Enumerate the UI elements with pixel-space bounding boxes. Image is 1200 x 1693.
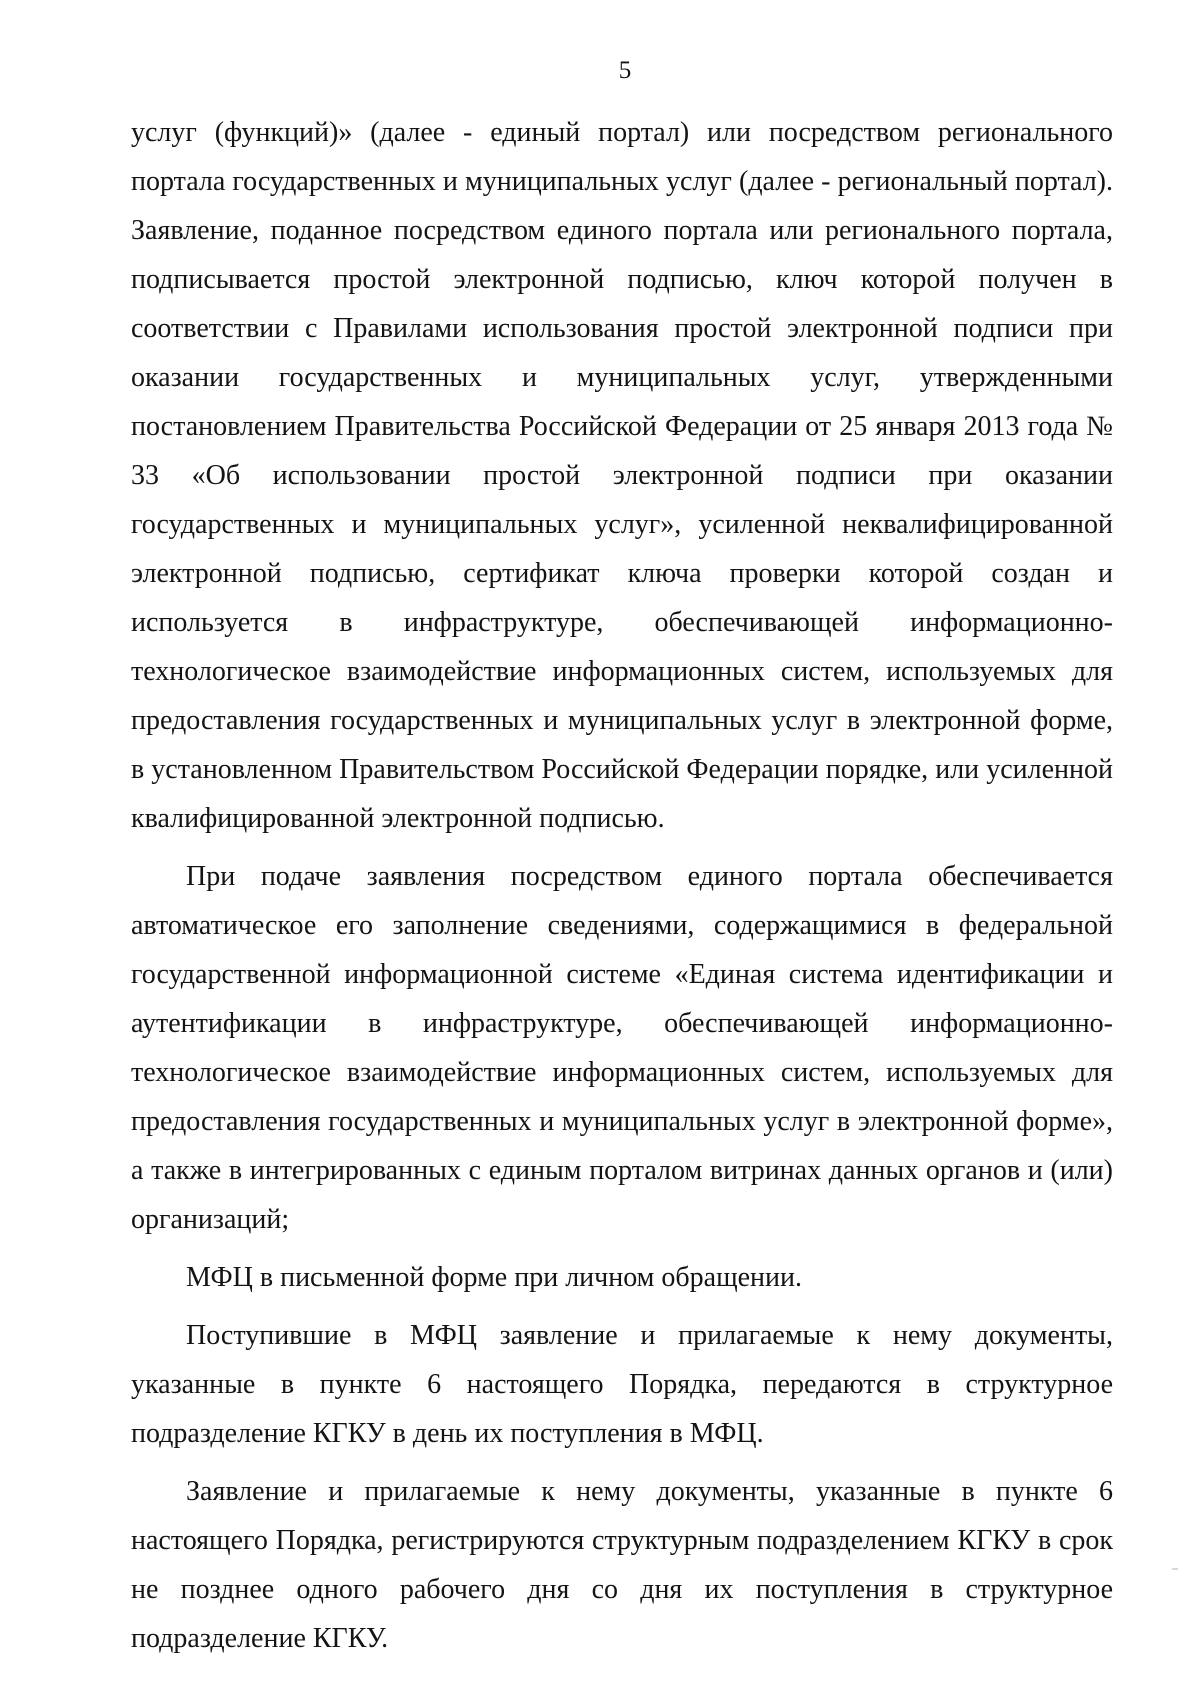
- document-body: [131, 108, 1113, 1672]
- paragraph-portal-autofill: При подаче заявления посредством единого портала обеспечивается автоматическое его заполнение сведениями, содержащимися в федеральной государственной информационной системе «Единая система идентификации и аутентификации в инфраструктуре, обеспечивающей информационно-технологическое взаимодействие информационных систем, используемых для предоставления государственных и муниципальных услуг в электронной форме», а также в интегрированных с единым порталом витринах данных органов и (или) организаций;: [131, 861, 1113, 1235]
- paragraph-registration: Заявление и прилагаемые к нему документы, указанные в пункте 6 настоящего Порядка, регистрируются структурным подразделением КГКУ в срок не позднее одного рабочего дня со дня их поступления в структурное подразделение КГКУ.: [131, 1476, 1113, 1654]
- scan-artifact: [1172, 1568, 1178, 1570]
- paragraph-mfc-transfer: Поступившие в МФЦ заявление и прилагаемые к нему документы, указанные в пункте 6 настоящего Порядка, передаются в структурное подразделение КГКУ в день их поступления в МФЦ.: [131, 1320, 1113, 1449]
- page-number: 5: [618, 57, 632, 84]
- paragraph-continuation: услуг (функций)» (далее - единый портал) или посредством регионального портала государственных и муниципальных услуг (далее - региональный портал). Заявление, поданное посредством единого портала или регионального портала, подписывается простой электронной подписью, ключ которой получен в соответствии с Правилами использования простой электронной подписи при оказании государственных и муниципальных услуг, утвержденными постановлением Правительства Российской Федерации от 25 января 2013 года № 33 «Об использовании простой электронной подписи при оказании государственных и муниципальных услуг», усиленной неквалифицированной электронной подписью, сертификат ключа проверки которой создан и используется в инфраструктуре, обеспечивающей информационно-технологическое взаимодействие информационных систем, используемых для предоставления государственных и муниципальных услуг в электронной форме, в установленном Правительством Российской Федерации порядке, или усиленной квалифицированной электронной подписью.: [131, 117, 1113, 834]
- paragraph-mfc-written: МФЦ в письменной форме при личном обращении.: [186, 1262, 803, 1293]
